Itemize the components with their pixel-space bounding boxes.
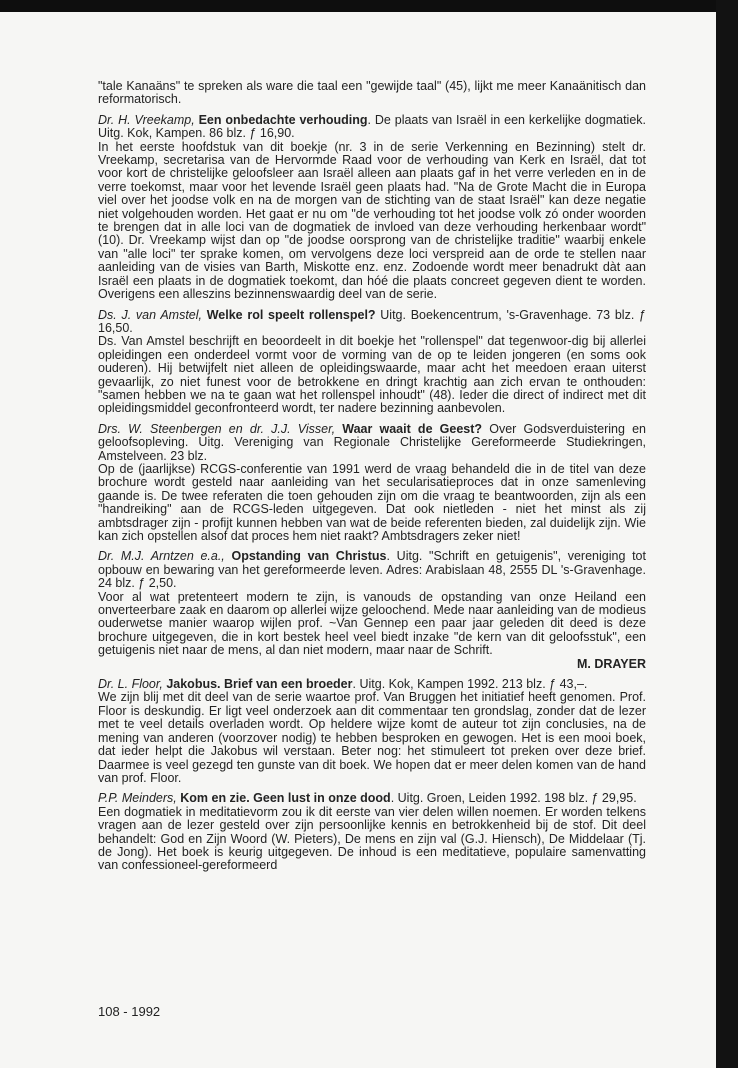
review-heading bbox=[98, 678, 646, 691]
review-4 bbox=[98, 550, 646, 671]
review-author: Dr. M.J. Arntzen e.a., bbox=[98, 549, 225, 564]
review-author: Drs. W. Steenbergen en dr. J.J. Visser, bbox=[98, 421, 336, 436]
review-heading bbox=[98, 423, 646, 463]
scan-border-top bbox=[0, 0, 738, 12]
review-author: Dr. H. Vreekamp, bbox=[98, 112, 195, 127]
review-meta: . Uitg. Kok, Kampen 1992. 213 blz. ƒ 43,–. bbox=[352, 677, 588, 692]
review-title: Jakobus. Brief van een broeder bbox=[166, 677, 353, 692]
review-body: In het eerste hoofdstuk van dit boekje (nr. 3 in de serie Verkenning en Bezinning) stelt dr. Vreekamp, secretarisa van de Hervormde Raad voor de verhouding van Kerk en Israël, dat tot voor kort de christelijke geloofsleer aan Israël alleen aan plaats gaf in het verre verleden en in de verre toekomst, maar voor het levende Israël geen plaats had. "Na de Grote Macht die in Europa viel over het joodse volk en na de morgen van de stichting van de staat Israël" kan deze negatie niet volgehouden worden. Het gaat er nu om "de verhouding tot het joodse volk zó onder woorden te brengen dat in alle loci van de dogmatiek de invloed van deze verhouding herkenbaar wordt" (10). Dr. Vreekamp wijst dan op "de joodse oorsprong van de christelijke traditie" waarbij enkele van "alle loci" ter sprake komen, om vervolgens deze loci verspreid aan de orde te stellen naar aanleiding van de visies van Barth, Miskotte enz. enz. Zodoende wordt meer benadrukt dàt aan Israël een plaats in de dogmatiek toekomt, dan hóé die plaats concreet gegeven dient te worden. Overigens een alleszins bezinnenswaardig deel van de serie. bbox=[98, 139, 646, 302]
review-heading bbox=[98, 792, 646, 805]
review-body: Voor al wat pretenteert modern te zijn, is vanouds de opstanding van onze Heiland een onverteerbare zaak en daarom op allerlei wijze geloochend. Mede naar aanleiding van de modieus ouderwetse manier waarop wijlen prof. ~Van Gennep een paar jaar geleden dit deed is deze brochure uitgegeven, die in kort bestek heel veel biedt inzake "de kern van dit geloofsstuk", een getuigenis niet naar de mens, al dan niet modern, maar naar de Schrift. bbox=[98, 589, 646, 658]
review-heading bbox=[98, 114, 646, 141]
review-1 bbox=[98, 114, 646, 302]
review-meta: . De plaats van Israël in een kerkelijke dogmatiek. Uitg. Kok, Kampen. 86 blz. ƒ 16,90. bbox=[98, 112, 646, 141]
reviewer-signature: M. DRAYER bbox=[577, 656, 646, 671]
review-title: Welke rol speelt rollenspel? bbox=[206, 307, 376, 322]
review-title: Waar waait de Geest? bbox=[342, 421, 483, 436]
page-footer: 108 - 1992 bbox=[98, 1004, 161, 1019]
review-body: Een dogmatiek in meditatievorm zou ik dit eerste van vier delen willen noemen. Er worden telkens vragen aan de lezer gesteld over zijn persoonlijke kennis en betrokkenheid bij de stof. Dit deel behandelt: God en Zijn Woord (W. Pieters), De mens en zijn val (G.J. Hiensch), De Middelaar (Tj. de Jong). Het boek is keurig uitgegeven. De inhoud is een meditatieve, populaire samenvatting van confessioneel-gereformeerd bbox=[98, 804, 646, 873]
intro-paragraph: "tale Kanaäns" te spreken als ware die taal een "gewijde taal" (45), lijkt me meer Kanaänitisch dan reformatorisch. bbox=[98, 79, 646, 107]
scan-border-right bbox=[716, 0, 738, 1068]
review-6 bbox=[98, 792, 646, 872]
review-body: Ds. Van Amstel beschrijft en beoordeelt in dit boekje het "rollenspel" dat tegenwoor-dig bij allerlei opleidingen een onderdeel vormt voor de vorming van de op te leiden jongeren (en soms ook ouderen). Hij betwijfelt niet alleen de opleidingswaarde, maar acht het meedoen eraan uiterst gevaarlijk, zo niet funest voor de betrokkene en dringt krachtig aan zich ervan te onthouden: "samen hebben we na te gaan wat het rollenspel inhoudt" (48). Ieder die direct of indirect met dit opleidingsmiddel geconfronteerd wordt, ter nadere bezinning aanbevolen. bbox=[98, 334, 646, 416]
review-title: Kom en zie. Geen lust in onze dood bbox=[180, 791, 391, 806]
review-author: Ds. J. van Amstel, bbox=[98, 307, 202, 322]
review-meta: Uitg. Boekencentrum, 's-Gravenhage. 73 blz. ƒ 16,50. bbox=[98, 307, 646, 335]
review-meta: Over Godsverduistering en geloofsopleving. Uitg. Vereniging van Regionale Christelijke Gereformeerde Studiekringen, Amstelveen. 23 blz. bbox=[98, 421, 646, 463]
review-title: Opstanding van Christus bbox=[231, 549, 387, 564]
review-2 bbox=[98, 309, 646, 416]
review-heading bbox=[98, 550, 646, 590]
review-body: Op de (jaarlijkse) RCGS-conferentie van 1991 werd de vraag behandeld die in de titel van deze brochure wordt gesteld naar aanleiding van het secularisatieproces dat in onze samenleving gaande is. De twee referaten die toen gehouden zijn om die vraag te beantwoorden, zijn als een "handreiking" aan de RCGS-leden uitgegeven. Dat ook nietleden - niet het minst als zij ambtsdrager zijn - profijt kunnen hebben van wat de beide referenten bieden, zal duidelijk zijn. Wie kan zich opstellen alsof dat proces hem niet raakt? Ambtsdragers zeker niet! bbox=[98, 461, 646, 543]
review-body: We zijn blij met dit deel van de serie waartoe prof. Van Bruggen het initiatief heeft genomen. Prof. Floor is deskundig. Er ligt veel onderzoek aan dit commentaar ten grondslag, zonder dat de lezer met te veel details overladen wordt. Op heldere wijze komt de auteur tot zijn conclusies, na de mening van anderen (voorzover nodig) te hebben besproken en gewogen. Het is een mooi boek, dat ieder helpt die Jakobus wil verstaan. Beter nog: het stimuleert tot preken over deze brief. Daarmee is veel gezegd ten gunste van dit boek. We hopen dat er meer delen komen van de hand van prof. Floor. bbox=[98, 690, 646, 785]
review-author: Dr. L. Floor, bbox=[98, 677, 163, 692]
review-heading bbox=[98, 309, 646, 336]
review-3 bbox=[98, 423, 646, 544]
review-title: Een onbedachte verhouding bbox=[198, 112, 368, 127]
review-meta: . Uitg. "Schrift en getuigenis", vereniging tot opbouw en bewaring van het gereformeerde leven. Adres: Arabislaan 48, 2555 DL 's-Gravenhage. 24 blz. ƒ 2,50. bbox=[98, 549, 646, 591]
review-5 bbox=[98, 678, 646, 785]
text-column bbox=[98, 80, 646, 873]
review-author: P.P. Meinders, bbox=[98, 791, 177, 806]
review-meta: . Uitg. Groen, Leiden 1992. 198 blz. ƒ 29,95. bbox=[390, 791, 637, 806]
